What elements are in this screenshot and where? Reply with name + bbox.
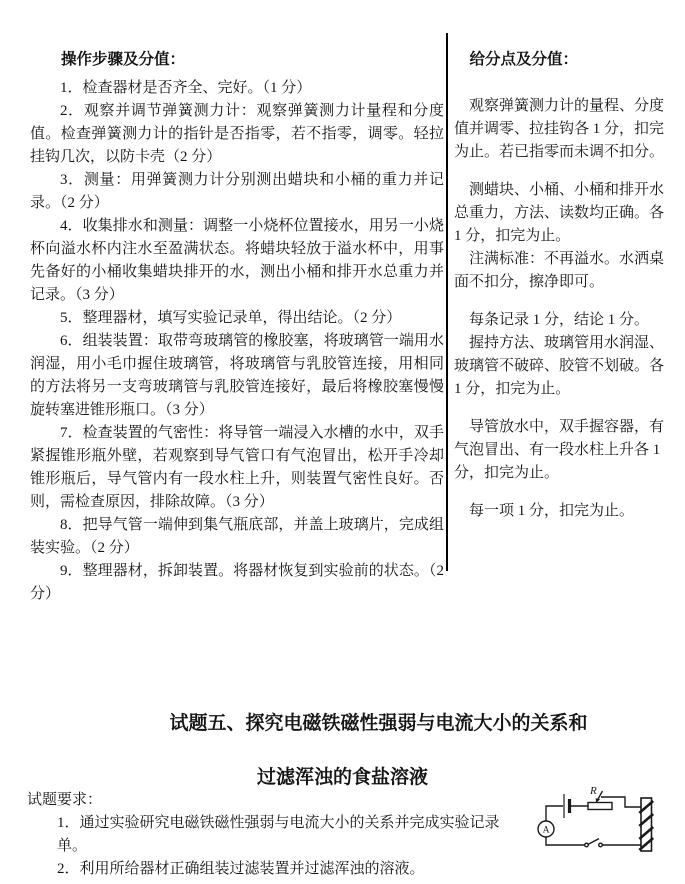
switch-icon xyxy=(585,839,603,847)
column-divider xyxy=(446,33,448,571)
wire-bottom-left xyxy=(546,837,585,845)
requirements-block xyxy=(27,789,527,881)
step-item-5: 5．整理器材，填写实验记录单，得出结论。（2 分） xyxy=(60,310,402,326)
requirement-item-2: 2．利用所给器材正确组装过滤装置并过滤浑浊的溶液。 xyxy=(57,861,425,877)
scoring-item-7: 每一项 1 分，扣完为止。 xyxy=(469,503,635,519)
step-item-3: 3．测量：用弹簧测力计分别测出蜡块和小桶的重力并记录。（2 分） xyxy=(30,172,444,211)
step-item-2: 2．观察并调节弹簧测力计：观察弹簧测力计量程和分度值。检查弹簧测力计的指针是否指零，若不指零，调零。轻拉挂钩几次，以防卡壳（2 分） xyxy=(30,103,444,165)
scoring-item-5: 握持方法、玻璃管用水润湿、玻璃管不破碎、胶管不划破。各 1 分，扣完为止。 xyxy=(454,335,665,397)
scoring-item-2: 测蜡块、小桶、小桶和排开水总重力，方法、读数均正确。各 1 分，扣完为止。 xyxy=(454,182,665,244)
scoring-item-6: 导管放水中，双手握容器，有气泡冒出、有一段水柱上升各 1 分，扣完为止。 xyxy=(454,419,665,481)
electromagnet-coil-icon xyxy=(639,798,653,851)
step-item-7: 7．检查装置的气密性：将导管一端浸入水槽的水中，双手紧握锥形瓶外壁，若观察到导气管口有气泡冒出，松开手冷却锥形瓶后，导气管内有一段水柱上升，则装置气密性良好。否则，需检查原因，排除故障。（3 分） xyxy=(30,425,444,510)
step-item-9: 9．整理器材，拆卸装置。将器材恢复到实验前的状态。（2 分） xyxy=(30,563,444,602)
scoring-header: 给分点及分值： xyxy=(469,51,579,68)
step-item-6: 6．组装装置：取带弯玻璃管的橡胶塞，将玻璃管一端用水润湿，用小毛巾握住玻璃管，将玻璃管与乳胶管连接，用相同的方法将另一支弯玻璃管与乳胶管连接好，最后将橡胶塞慢慢旋转塞进锥形瓶口。（3 分） xyxy=(30,333,444,418)
requirements-header: 试题要求： xyxy=(27,792,103,808)
scoring-item-3: 注满标准：不再溢水。水洒桌面不扣分，擦净即可。 xyxy=(454,251,665,290)
requirement-item-1: 1．通过实验研究电磁铁磁性强弱与电流大小的关系并完成实验记录单。 xyxy=(57,815,500,854)
step-item-4: 4．收集排水和测量：调整一小烧杯位置接水，用另一小烧杯向溢水杯内注水至盈满状态。将蜡块轻放于溢水杯中，用事先备好的小桶收集蜡块排开的水，测出小桶和排开水总重力并记录。（3 分） xyxy=(30,218,444,303)
ammeter-label: A xyxy=(542,825,550,836)
section-title-line2: 过滤浑浊的食盐溶液 xyxy=(256,767,428,788)
step-item-1: 1．检查器材是否齐全、完好。（1 分） xyxy=(60,80,312,96)
scoring-item-1: 观察弹簧测力计的量程、分度值并调零、拉挂钩各 1 分，扣完为止。若已指零而未调不扣分。 xyxy=(454,98,665,160)
steps-header: 操作步骤及分值： xyxy=(61,51,186,68)
steps-column xyxy=(30,48,444,606)
circuit-diagram xyxy=(531,780,681,882)
wire-top-left xyxy=(546,806,563,821)
battery-icon xyxy=(564,794,570,818)
resistor-label: R xyxy=(590,785,597,797)
section-title-line1: 试题五、探究电磁铁磁性强弱与电流大小的关系和 xyxy=(169,713,588,734)
step-item-8: 8．把导气管一端伸到集气瓶底部，并盖上玻璃片，完成组装实验。（2 分） xyxy=(30,517,444,556)
scoring-column xyxy=(454,48,673,523)
scoring-item-4: 每条记录 1 分，结论 1 分。 xyxy=(469,312,650,328)
